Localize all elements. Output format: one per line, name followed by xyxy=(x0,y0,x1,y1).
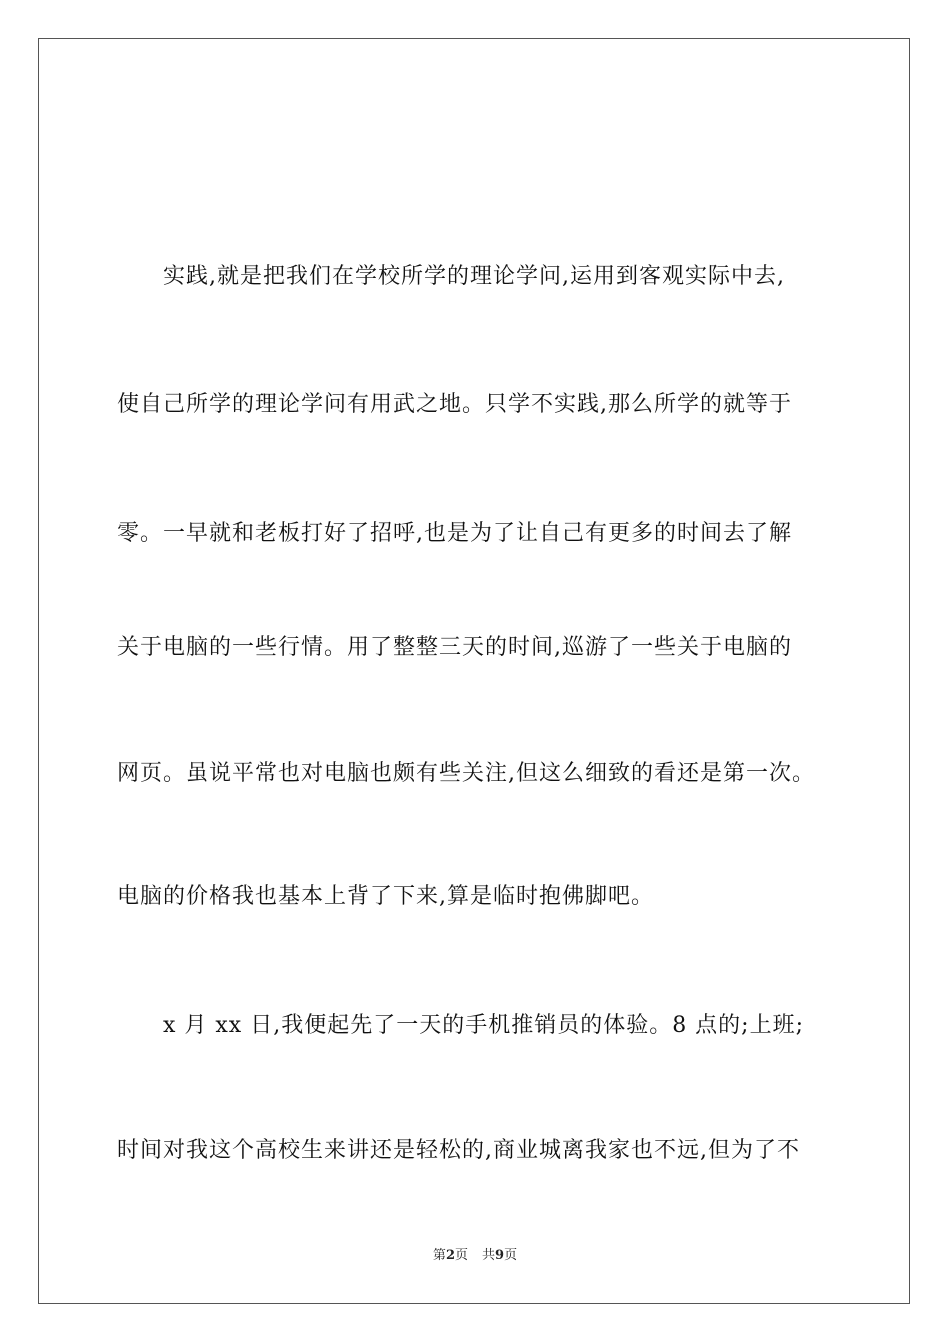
paragraph-line: 电脑的价格我也基本上背了下来,算是临时抱佛脚吧。 xyxy=(117,884,654,909)
paragraph-line: 零。一早就和老板打好了招呼,也是为了让自己有更多的时间去了解 xyxy=(117,521,792,546)
paragraph-line: 使自己所学的理论学问有用武之地。只学不实践,那么所学的就等于 xyxy=(117,392,792,417)
page-prefix: 第 xyxy=(432,1248,446,1263)
page-suffix: 页 xyxy=(454,1248,468,1263)
total-suffix: 页 xyxy=(504,1248,518,1263)
page-footer xyxy=(0,1247,950,1265)
page-number: 2 xyxy=(445,1248,455,1263)
page-border xyxy=(38,38,910,1304)
paragraph-line: x 月 xx 日,我便起先了一天的手机推销员的体验。8 点的;上班; xyxy=(163,1013,805,1038)
total-pages: 9 xyxy=(495,1248,505,1263)
paragraph-line: 时间对我这个高校生来讲还是轻松的,商业城离我家也不远,但为了不 xyxy=(117,1138,800,1163)
paragraph-line: 实践,就是把我们在学校所学的理论学问,运用到客观实际中去, xyxy=(163,264,785,289)
paragraph-line: 网页。虽说平常也对电脑也颇有些关注,但这么细致的看还是第一次。 xyxy=(117,761,815,786)
paragraph-line: 关于电脑的一些行情。用了整整三天的时间,巡游了一些关于电脑的 xyxy=(117,635,792,660)
total-prefix: 共 xyxy=(482,1248,496,1263)
